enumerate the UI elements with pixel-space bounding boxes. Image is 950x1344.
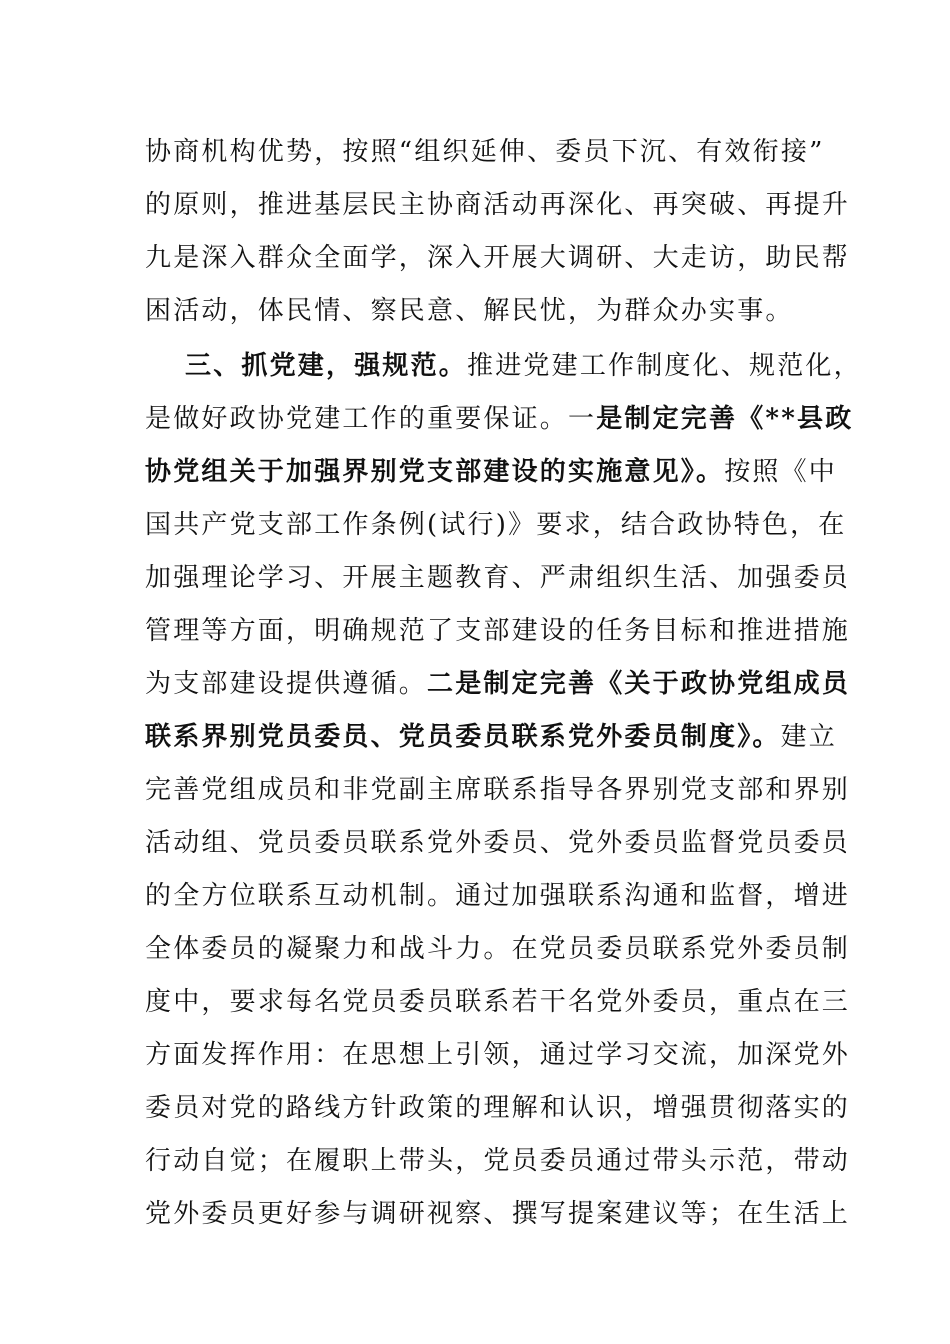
text-run: 方面发挥作用：在思想上引领，通过学习交流，加深党外 xyxy=(145,1040,851,1070)
text-line xyxy=(145,1141,851,1181)
bold-run: 协党组关于加强界别党支部建设的实施意见》。 xyxy=(145,457,725,487)
text-run: 全体委员的凝聚力和战斗力。在党员委员联系党外委员制 xyxy=(145,934,851,964)
text-line xyxy=(145,770,851,810)
text-run: 委员对党的路线方针政策的理解和认识，增强贯彻落实的 xyxy=(145,1093,851,1123)
bold-run: 联系界别党员委员、党员委员联系党外委员制度》。 xyxy=(145,722,781,752)
text-line xyxy=(145,1088,851,1128)
text-line xyxy=(145,399,854,439)
text-line xyxy=(145,452,838,492)
text-run: 活动组、党员委员联系党外委员、党外委员监督党员委员 xyxy=(145,828,851,858)
bold-run: 是制定完善《**县政 xyxy=(596,404,854,434)
text-run: 九是深入群众全面学，深入开展大调研、大走访，助民帮 xyxy=(145,243,851,273)
text-run: 党外委员更好参与调研视察、撰写提案建议等；在生活上 xyxy=(145,1199,851,1229)
text-run: 国共产党支部工作条例(试行)》要求，结合政协特色，在 xyxy=(145,510,847,540)
text-run: 推进党建工作制度化、规范化， xyxy=(467,351,862,381)
text-line xyxy=(145,664,851,704)
text-line xyxy=(145,505,847,545)
section-heading: 三、抓党建，强规范。 xyxy=(185,351,468,381)
text-run: 协商机构优势，按照“组织延伸、委员下沉、有效衔接” xyxy=(145,137,825,167)
text-run: 的全方位联系互动机制。通过加强联系沟通和监督，增进 xyxy=(145,881,851,911)
text-run: 度中，要求每名党员委员联系若干名党外委员，重点在三 xyxy=(145,987,851,1017)
text-line xyxy=(145,982,851,1022)
text-run: 按照《中 xyxy=(724,457,838,487)
text-line xyxy=(145,929,851,969)
text-line xyxy=(145,823,851,863)
text-run: 建立 xyxy=(780,722,838,752)
text-line xyxy=(145,876,851,916)
text-run: 为支部建设提供遵循。 xyxy=(145,669,428,699)
text-line xyxy=(145,132,825,172)
bold-run: 二是制定完善《关于政协党组成员 xyxy=(427,669,851,699)
text-run: 困活动，体民情、察民意、解民忧，为群众办实事。 xyxy=(145,296,794,326)
text-run: 完善党组成员和非党副主席联系指导各界别党支部和界别 xyxy=(145,775,851,805)
section-heading-line xyxy=(185,346,862,386)
text-run: 是做好政协党建工作的重要保证。一 xyxy=(145,404,597,434)
text-line xyxy=(145,238,851,278)
text-line xyxy=(145,291,805,331)
text-line xyxy=(145,558,851,598)
text-line xyxy=(145,717,838,757)
text-line xyxy=(145,185,851,225)
text-line xyxy=(145,1194,851,1234)
text-run: 加强理论学习、开展主题教育、严肃组织生活、加强委员 xyxy=(145,563,851,593)
text-run: 管理等方面，明确规范了支部建设的任务目标和推进措施 xyxy=(145,616,851,646)
text-line xyxy=(145,1035,851,1075)
text-line xyxy=(145,611,851,651)
text-run: 的原则，推进基层民主协商活动再深化、再突破、再提升 xyxy=(145,190,851,220)
text-run: 行动自觉；在履职上带头，党员委员通过带头示范，带动 xyxy=(145,1146,851,1176)
